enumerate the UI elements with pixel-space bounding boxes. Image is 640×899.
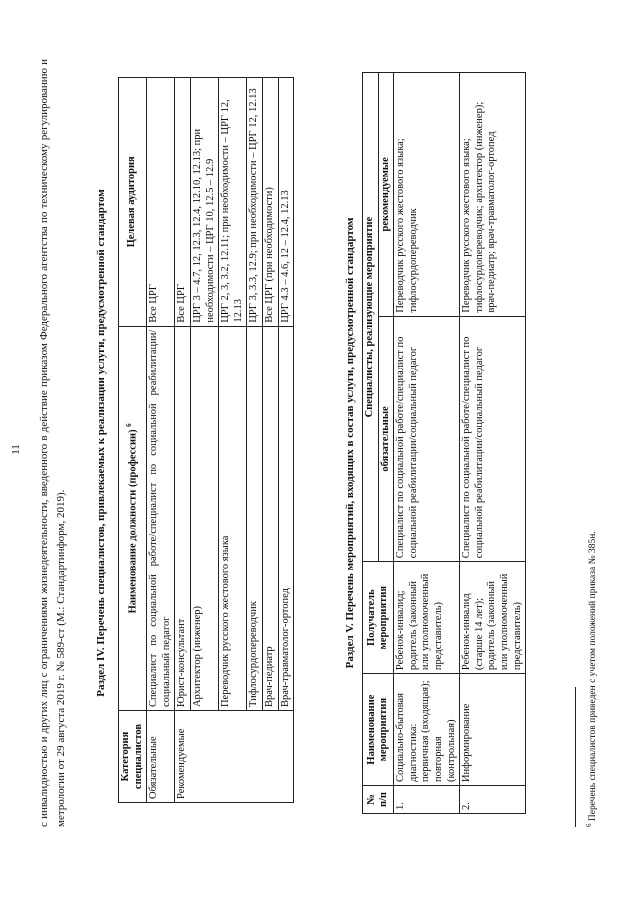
activity-name: Социально-бытовая диагностика: первичная (входящая); повторная (контрольная) — [394, 674, 460, 786]
header-num: № п/п — [363, 786, 394, 814]
position-cell: Врач-травматолог-ортопед — [278, 326, 294, 710]
audience-cell: Все ЦРГ — [175, 78, 191, 327]
header-audience: Целевая аудитория — [119, 78, 147, 327]
activity-name: Информирование — [460, 674, 526, 786]
table-row — [262, 78, 278, 803]
category-required: Обязательные — [147, 711, 175, 803]
table-row — [175, 78, 191, 803]
required-specialists: Специалист по социальной работе/специалист по социальной реабилитации/социальный педагог — [394, 316, 460, 562]
audience-cell: Все ЦРГ — [147, 78, 175, 327]
header-position: Наименование должности (профессии) $^6$ — [119, 326, 147, 710]
audience-cell: Все ЦРГ (при необходимости) — [262, 78, 278, 327]
row-num: 1. — [394, 786, 460, 814]
category-recommended: Рекомендуемые — [175, 711, 294, 803]
position-cell: Юрист-консультант — [175, 326, 191, 710]
intro-paragraph: с инвалидностью и других лиц с ограничениями жизнедеятельности, введенного в действие приказом Федерального агентства по техническому регулированию и метрологии от 29 августа 2019 г. № 589-ст (М.: Стандартинформ, 2019). — [38, 59, 67, 827]
position-cell: Переводчик русского жестового языка — [219, 326, 247, 710]
header-recommended: рекомендуемые — [378, 73, 394, 317]
page-number: 11 — [10, 444, 22, 455]
table-row — [460, 73, 526, 814]
audience-cell: ЦРГ 3 – 4.7, 12, 12.3, 12.4, 12.10, 12.13; при необходимости – ЦРГ 10, 12.5 – 12.9 — [190, 78, 218, 327]
header-required: обязательные — [378, 316, 394, 562]
audience-cell: ЦРГ 3, 3.3, 12.9; при необходимости – ЦРГ 12, 12.13 — [247, 78, 263, 327]
header-name: Наименование мероприятия — [363, 674, 394, 786]
table-row — [278, 78, 294, 803]
header-specialists: Специалисты, реализующие мероприятие — [363, 73, 379, 562]
position-cell: Тифлосурдопереводчик — [247, 326, 263, 710]
table-header-row — [119, 78, 147, 803]
position-cell: Архитектор (инженер) — [190, 326, 218, 710]
recommended-specialists: Переводчик русского жестового языка; тифлосурдопереводчик — [394, 73, 460, 317]
activity-recipient: Ребенок-инвалид; родитель (законный или уполномоченный представитель) — [394, 562, 460, 674]
footnote — [585, 531, 600, 827]
recommended-specialists: Переводчик русского жестового языка; тифлосурдопереводчик; архитектор (инженер); врач-педиатр; врач-травматолог-ортопед — [460, 73, 526, 317]
table-header-row — [363, 73, 379, 814]
table-row — [147, 78, 175, 803]
activity-recipient: Ребенок-инвалид (старше 14 лет); родитель (законный или уполномоченный представитель) — [460, 562, 526, 674]
row-num: 2. — [460, 786, 526, 814]
header-recipient: Получатель мероприятия — [363, 562, 394, 674]
required-specialists: Специалист по социальной работе/специалист по социальной реабилитации/социальный педагог — [460, 316, 526, 562]
header-category: Категория специалистов — [119, 711, 147, 803]
audience-cell: ЦРГ 4.3 – 4.6, 12 – 12.4, 12.13 — [278, 78, 294, 327]
table-row — [394, 73, 460, 814]
activities-table — [362, 72, 526, 814]
specialists-table — [118, 77, 294, 803]
table-row — [247, 78, 263, 803]
section-4-title: Раздел IV. Перечень специалистов, привлекаемых к реализации услуги, предусмотренной стандартом — [95, 189, 107, 697]
audience-cell: ЦРГ 2, 3, 3.2, 12.11; при необходимости – ЦРГ 12, 12.13 — [219, 78, 247, 327]
section-5-title: Раздел V. Перечень мероприятий, входящих в состав услуги, предусмотренной стандартом — [344, 217, 356, 669]
position-cell: Врач-педиатр — [262, 326, 278, 710]
position-cell: Специалист по социальной работе/специалист по социальной реабилитации/социальный педагог — [147, 326, 175, 710]
footnote-ref: 6 — [125, 423, 134, 427]
table-row — [219, 78, 247, 803]
footnote-divider — [575, 687, 576, 827]
table-row — [190, 78, 218, 803]
footnote-text: Перечень специалистов приведен с учетом положений приказа № 385н. — [588, 531, 599, 822]
footnote-mark: 6 — [585, 823, 593, 827]
